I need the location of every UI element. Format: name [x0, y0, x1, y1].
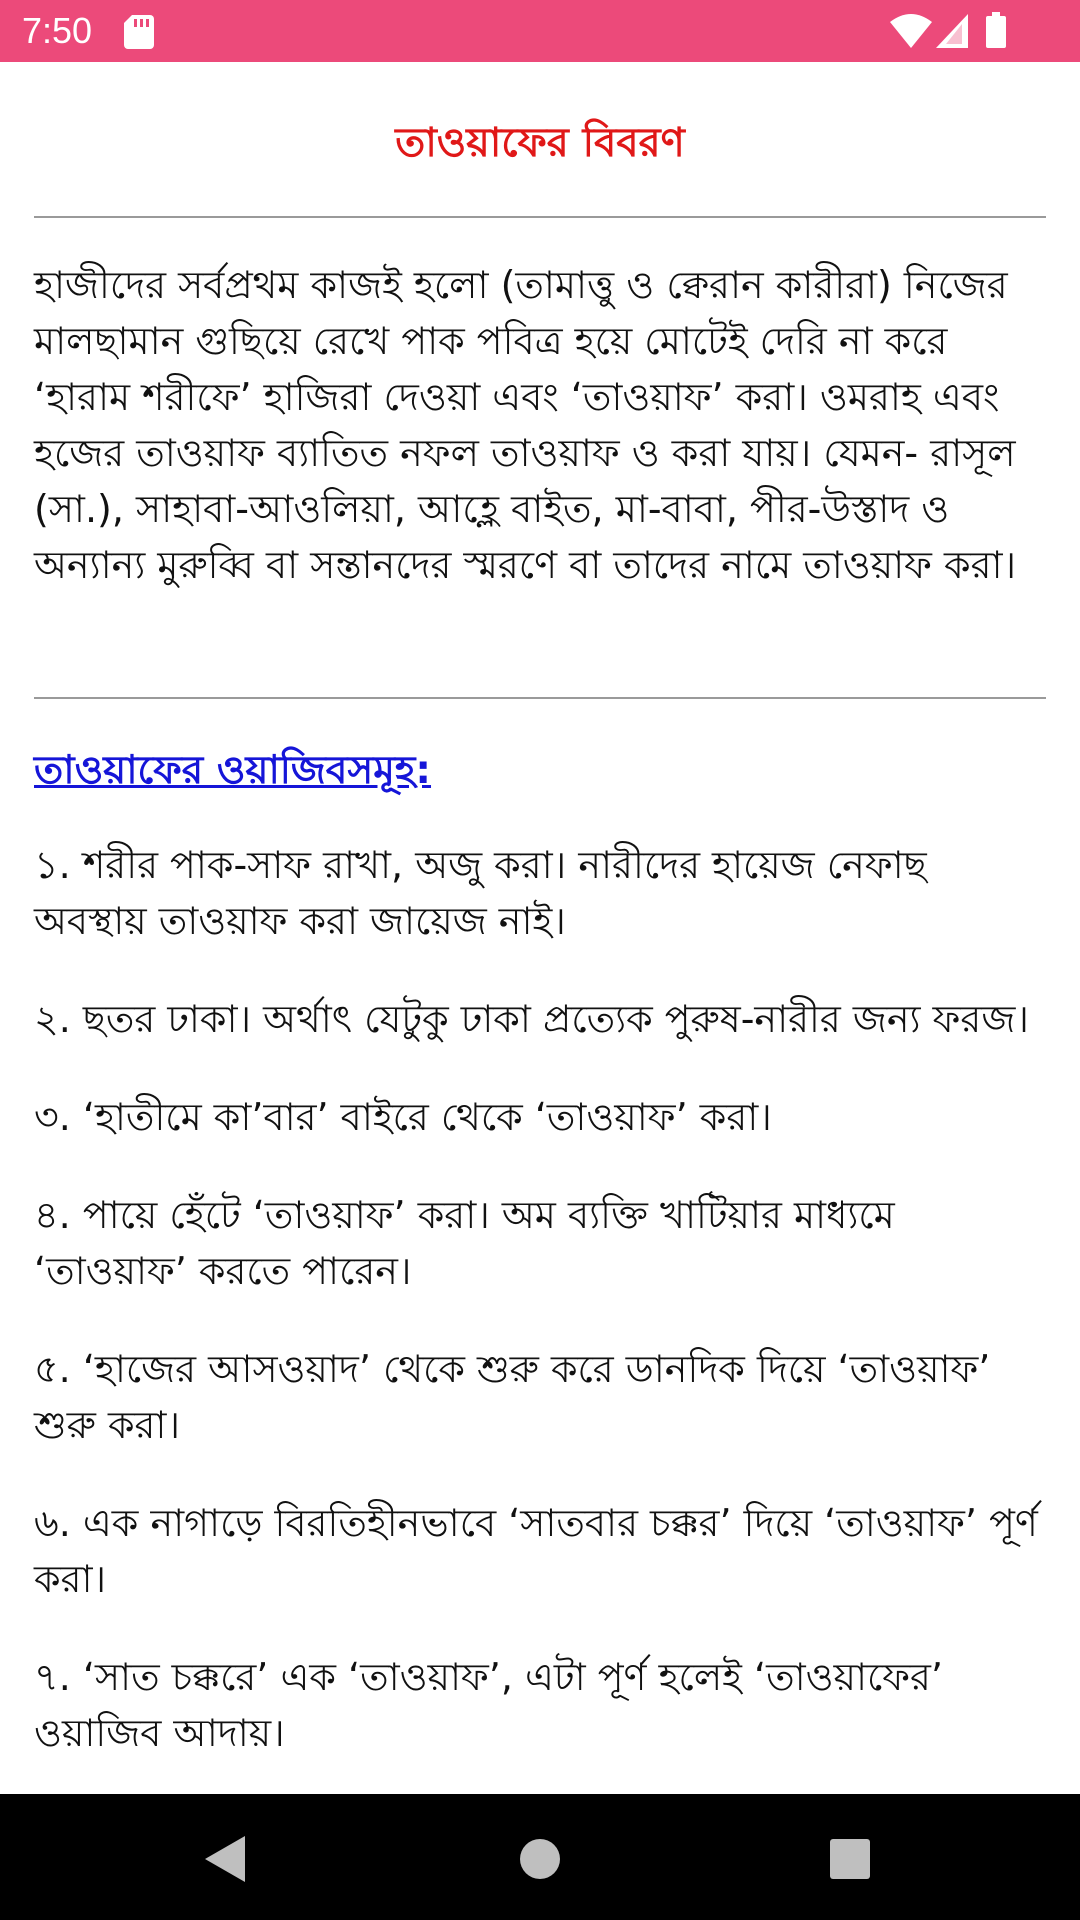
- home-icon[interactable]: [519, 1838, 561, 1880]
- intro-divider: [34, 697, 1046, 699]
- rule-item-5: ৫. ‘হাজের আসওয়াদ’ থেকে শুরু করে ডানদিক দিয়ে ‘তাওয়াফ’ শুরু করা।: [34, 1347, 991, 1447]
- rule-item-6: ৬. এক নাগাড়ে বিরতিহীনভাবে ‘সাতবার চক্কর’ দিয়ে ‘তাওয়াফ’ পূর্ণ করা।: [34, 1501, 1038, 1601]
- intro-paragraph: হাজীদের সর্বপ্রথম কাজই হলো (তামাত্তু ও ক্বেরান কারীরা) নিজের মালছামান গুছিয়ে রেখে পাক পবিত্র হয়ে মোটেই দেরি না করে ‘হারাম শরীফে’ হাজিরা দেওয়া এবং ‘তাওয়াফ’ করা। ওমরাহ এবং হজের তাওয়াফ ব্যাতিত নফল তাওয়াফ ও করা যায়। যেমন- রাসূল (সা.), সাহাবা-আওলিয়া, আহ্লে বাইত, মা-বাবা, পীর-উস্তাদ ও অন্যান্য মুরুব্বি বা সন্তানদের স্মরণে বা তাদের নামে তাওয়াফ করা।: [34, 263, 1017, 587]
- battery-icon: [986, 12, 1006, 48]
- article-content[interactable]: [14, 75, 1066, 1783]
- navigation-bar: [0, 1794, 1080, 1920]
- section-heading: তাওয়াফের ওয়াজিবসমূহ:: [34, 748, 432, 793]
- rules-list: [34, 837, 1046, 1783]
- title-divider: [34, 216, 1046, 218]
- rule-item-4: ৪. পায়ে হেঁটে ‘তাওয়াফ’ করা। অম ব্যক্তি খাটিয়ার মাধ্যমে ‘তাওয়াফ’ করতে পারেন।: [34, 1193, 895, 1293]
- rule-item-1: ১. শরীর পাক-সাফ রাখা, অজু করা। নারীদের হায়েজ নেফাছ অবস্থায় তাওয়াফ করা জায়েজ নাই।: [34, 843, 927, 943]
- signal-icon: [936, 14, 968, 48]
- wifi-icon: [890, 14, 932, 48]
- status-time: 7:50: [22, 10, 93, 51]
- back-icon[interactable]: [203, 1834, 247, 1884]
- page-title: তাওয়াফের বিবরণ: [395, 120, 685, 166]
- status-bar: [0, 0, 1080, 62]
- rule-item-7: ৭. ‘সাত চক্করে’ এক ‘তাওয়াফ’, এটা পূর্ণ হলেই ‘তাওয়াফের’ ওয়াজিব আদায়।: [34, 1655, 943, 1755]
- recents-icon[interactable]: [830, 1839, 870, 1879]
- rule-item-3: ৩. ‘হাতীমে কা’বার’ বাইরে থেকে ‘তাওয়াফ’ করা।: [34, 1095, 772, 1139]
- rule-item-2: ২. ছতর ঢাকা। অর্থাৎ যেটুকু ঢাকা প্রত্যেক পুরুষ-নারীর জন্য ফরজ।: [34, 997, 1029, 1041]
- sd-card-icon: [124, 15, 154, 49]
